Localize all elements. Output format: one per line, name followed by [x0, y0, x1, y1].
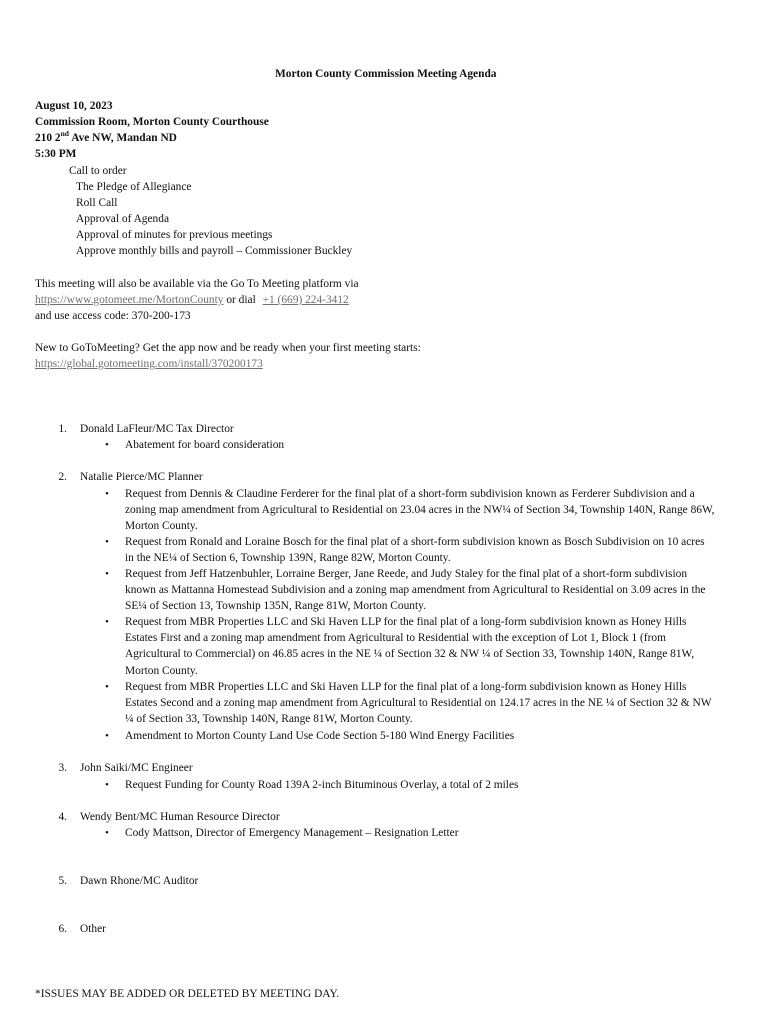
item-bullet: Request from MBR Properties LLC and Ski Haven LLP for the final plat of a long-form subdivision known as Honey Hills Estates Second and a zoning map amendment from Agricultural to Residential on 124.17 acres in the NE ¼ of Section 32 & NW ¼ of Section 33, Township 140N, Range 81W, Morton County. [125, 681, 712, 726]
install-link[interactable]: https://global.gotomeeting.com/install/370200173 [35, 358, 263, 370]
bullet-icon: • [105, 439, 109, 451]
dial-text: or dial [223, 294, 259, 306]
item-title: Natalie Pierce/MC Planner [80, 471, 203, 483]
item-number: 6. [58, 923, 67, 935]
item-bullet: Amendment to Morton County Land Use Code Section 5-180 Wind Energy Facilities [125, 730, 515, 742]
remote-link-line [35, 292, 349, 308]
item-title: Donald LaFleur/MC Tax Director [80, 423, 234, 435]
opening-item: Roll Call [76, 197, 118, 209]
remote-intro: This meeting will also be available via the Go To Meeting platform via [35, 278, 359, 290]
item-bullet: Cody Mattson, Director of Emergency Management – Resignation Letter [125, 827, 459, 839]
item-number: 4. [58, 811, 67, 823]
address-number: 210 2 [35, 132, 61, 144]
access-code: and use access code: 370-200-173 [35, 310, 191, 322]
bullet-icon: • [105, 779, 109, 791]
item-title: Wendy Bent/MC Human Resource Director [80, 811, 280, 823]
item-bullet: Request from Ronald and Loraine Bosch for the final plat of a short-form subdivision known as Bosch Subdivision on 10 acres in the NE¼ of Section 6, Township 139N, Range 82W, Morton County. [125, 536, 705, 565]
item-bullet: Request Funding for County Road 139A 2-inch Bituminous Overlay, a total of 2 miles [125, 779, 519, 791]
gotomeeting-link[interactable]: https://www.gotomeet.me/MortonCounty [35, 294, 224, 306]
phone-link[interactable]: +1 (669) 224-3412 [262, 294, 349, 306]
meeting-date: August 10, 2023 [35, 100, 113, 112]
footer-note: *ISSUES MAY BE ADDED OR DELETED BY MEETING DAY. [35, 988, 340, 1000]
opening-item: Approve monthly bills and payroll – Commissioner Buckley [76, 245, 353, 257]
opening-item: Call to order [69, 165, 127, 177]
item-bullet: Request from MBR Properties LLC and Ski Haven LLP for the final plat of a long-form subdivision known as Honey Hills Estates First and a zoning map amendment from Agricultural to Residential with the exception of Lot 1, Block 1 (from Agricultural to Commercial) on 46.85 acres in the NE ¼ of Section 32 & NW ¼ of Section 33, Township 140N, Range 81W, Morton County. [125, 616, 695, 677]
item-bullet: Request from Dennis & Claudine Ferderer for the final plat of a short-form subdivision known as Ferderer Subdivision and a zoning map amendment from Agricultural to Residential on 23.04 acres in the NW¼ of Section 34, Township 140N, Range 86W, Morton County. [125, 488, 715, 533]
address-rest: Ave NW, Mandan ND [68, 132, 177, 144]
item-title: Other [80, 923, 106, 935]
opening-item: Approval of minutes for previous meetings [76, 229, 273, 241]
opening-item: Approval of Agenda [76, 213, 169, 225]
address-superscript: nd [60, 129, 69, 138]
bullet-icon: • [105, 568, 109, 580]
meeting-address [35, 130, 177, 146]
bullet-icon: • [105, 827, 109, 839]
item-title: John Saiki/MC Engineer [80, 762, 193, 774]
item-number: 1. [58, 423, 67, 435]
new-to-gotomeeting: New to GoToMeeting? Get the app now and be ready when your first meeting starts: [35, 342, 421, 354]
item-bullet: Abatement for board consideration [125, 439, 285, 451]
bullet-icon: • [105, 681, 109, 693]
item-number: 2. [58, 471, 67, 483]
item-bullet: Request from Jeff Hatzenbuhler, Lorraine Berger, Jane Reede, and Judy Staley for the final plat of a short-form subdivision known as Mattanna Homestead Subdivision and a zoning map amendment from Agricultural to Residential on 3.09 acres in the SE¼ of Section 13, Township 135N, Range 81W, Morton County. [125, 568, 706, 613]
bullet-icon: • [105, 488, 109, 500]
item-number: 3. [58, 762, 67, 774]
item-title: Dawn Rhone/MC Auditor [80, 875, 199, 887]
bullet-icon: • [105, 536, 109, 548]
meeting-time: 5:30 PM [35, 148, 77, 160]
bullet-icon: • [105, 730, 109, 742]
page-title: Morton County Commission Meeting Agenda [275, 68, 497, 80]
item-number: 5. [58, 875, 67, 887]
meeting-location: Commission Room, Morton County Courthouse [35, 116, 269, 128]
opening-item: The Pledge of Allegiance [76, 181, 192, 193]
bullet-icon: • [105, 616, 109, 628]
